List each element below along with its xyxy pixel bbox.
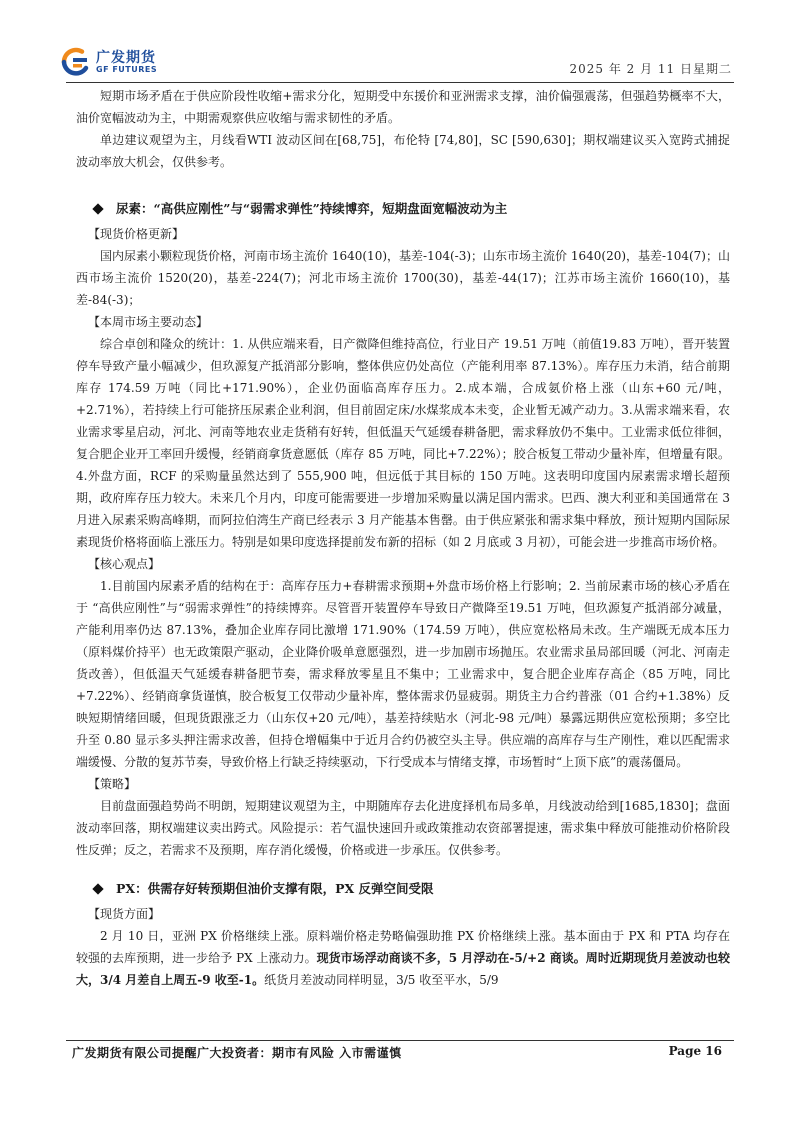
px-spot-heading: 【现货方面】 [88, 907, 161, 921]
urea-core-heading: 【核心观点】 [88, 557, 161, 571]
header-divider [66, 82, 734, 83]
px-spot-paragraph [76, 925, 730, 991]
report-body [76, 85, 730, 991]
urea-section-title [76, 195, 730, 223]
urea-title-text: 尿素：“高供应刚性”与“弱需求弹性”持续博弈，短期盘面宽幅波动为主 [116, 201, 508, 216]
crude-summary-paragraph: 短期市场矛盾在于供应阶段性收缩+需求分化，短期受中东援价和亚洲需求支撑，油价偏强震荡，但强趋势概率不大，油价宽幅波动为主，中期需观察供应收缩与需求韧性的矛盾。 [76, 89, 730, 125]
urea-strategy-heading: 【策略】 [88, 777, 137, 791]
px-spot-text-b: 现货市场浮动商谈不多，5 月浮动在-5/+2 商谈。周时近期现货月差波动也较大，3/4 月差自上周五-9 收至-1。 [76, 951, 730, 987]
px-section-title [76, 875, 730, 903]
page-footer [66, 1030, 734, 1070]
urea-dynamics-heading: 【本周市场主要动态】 [88, 315, 209, 329]
urea-core-paragraph: 1.目前国内尿素矛盾的结构在于：高库存压力+春耕需求预期+外盘市场价格上行影响；2. 当前尿素市场的核心矛盾在于 “高供应刚性”与“弱需求弹性”的持续博弈。尽管晋开装置停车导致日产微降至19.51 万吨，但玖源复产抵消部分减量，产能利用率仍达 87.13%，叠加企业库存同比激增 171.90%（174.59 万吨），供应宽松格局未改。生产端既无成本压力（原料煤价持平）也无政策限产驱动，企业降价吸单意愿强烈，进一步加剧市场抛压。农业需求虽局部回暖（河北、河南走货改善），但低温天气延缓春耕备肥节奏，需求释放零星且不集中；工业需求中，复合肥企业库存高企（85 万吨，同比+7.22%）、经销商拿货谨慎，胶合板复工仅带动少量补库，整体需求仍显疲弱。期货主力合约普涨（01 合约+1.38%）反映短期情绪回暖，但现货跟涨乏力（山东仅+20 元/吨），基差持续贴水（河北-98 元/吨）暴露远期供应宽松预期；多空比升至 0.80 显示多头押注需求改善，但持仓增幅集中于近月合约仍被空头主导。供应端的高库存与生产刚性，难以匹配需求端缓慢、分散的复苏节奏，导致价格上行缺乏持续驱动，下行受成本与情绪支撑，市场暂时“上顶下底”的震荡僵局。 [76, 579, 730, 769]
px-spot-text-c: 纸货月差波动同样明显，3/5 收至平水，5/9 [264, 973, 499, 987]
logo-english-name: GF FUTURES [96, 65, 158, 74]
urea-spot-paragraph: 国内尿素小颗粒现货价格，河南市场主流价 1640(10)，基差-104(-3)；山东市场主流价 1640(20)，基差-104(7)；山西市场主流价 1520(20)，基差-224(7)；河北市场主流价 1700(30)，基差-44(17)；江苏市场主流价 1660(10)，基差-84(-3)； [76, 249, 730, 307]
urea-strategy-paragraph: 目前盘面强趋势尚不明朗，短期建议观望为主，中期随库存去化进度择机布局多单，月线波动给到[1685,1830]；盘面波动率回落，期权端建议卖出跨式。风险提示：若气温快速回升或政策推动农资部署提速，需求集中释放可能推动价格阶段性反弹；反之，若需求不及预期，库存消化缓慢，价格或进一步承压。仅供参考。 [76, 799, 730, 857]
gf-logo-icon [60, 46, 92, 78]
section-gap [76, 173, 730, 187]
logo-chinese-name: 广发期货 [96, 50, 156, 66]
report-date: 2025 年 2 月 11 日星期二 [569, 62, 732, 76]
urea-dynamics-paragraph: 综合卓创和隆众的统计：1. 从供应端来看，日产微降但维持高位，行业日产 19.51 万吨（前值19.83 万吨），晋开装置停车导致产量小幅减少，但玖源复产抵消部分影响，整体供应仍处高位（产能利用率 87.13%）。库存压力未消，结合前期库存 174.59 万吨（同比+171.90%），企业仍面临高库存压力。2.成本端，合成氨价格上涨（山东+60 元/吨，+2.71%），若持续上行可能挤压尿素企业利润，但目前固定床/水煤浆成本未变，企业暂无减产动力。3.从需求端来看，农业需求零星启动，河北、河南等地农业走货稍有好转，但低温天气延缓春耕备肥，需求释放仍不集中。工业需求低位徘徊，复合肥企业开工率回升缓慢，经销商拿货意愿低（库存 85 万吨，同比+7.22%）；胶合板复工带动少量补库，但增量有限。4.外盘方面，RCF 的采购量虽然达到了 555,900 吨，但远低于其目标的 150 万吨。这表明印度国内尿素需求增长超预期，政府库存压力较大。未来几个月内，印度可能需要进一步增加采购量以满足国内需求。巴西、澳大利亚和美国通常在 3 月进入尿素采购高峰期，而阿拉伯湾生产商已经表示 3 月产能基本售罄。由于供应紧张和需求集中释放，预计短期内国际尿素现货价格将面临上涨压力。特别是如果印度选择提前发布新的招标（如 2 月底或 3 月初），可能会进一步推高市场价格。 [76, 337, 730, 549]
risk-disclaimer: 广发期货有限公司提醒广大投资者：期市有风险 入市需谨慎 [72, 1046, 402, 1060]
px-title-text: PX：供需存好转预期但油价支撑有限，PX 反弹空间受限 [116, 881, 434, 896]
section-gap [76, 861, 730, 867]
diamond-bullet-icon [92, 203, 103, 214]
page-number: Page 16 [668, 1044, 722, 1058]
px-spot-text-a: 2 月 10 日，亚洲 PX 价格继续上涨。原料端价格走势略偏强助推 PX 价格继续上涨。基本面由于 PX 和 PTA 均存在较强的去库预期，进一步给予 PX 上涨动力。 [76, 929, 730, 965]
diamond-bullet-icon [92, 883, 103, 894]
page-header [0, 0, 794, 95]
urea-spot-heading: 【现货价格更新】 [88, 227, 185, 241]
footer-divider [66, 1040, 734, 1041]
crude-strategy-paragraph: 单边建议观望为主，月线看WTI 波动区间在[68,75]，布伦特 [74,80]，SC [590,630]；期权端建议买入宽跨式捕捉波动率放大机会，仅供参考。 [76, 133, 730, 169]
company-logo [60, 46, 170, 80]
